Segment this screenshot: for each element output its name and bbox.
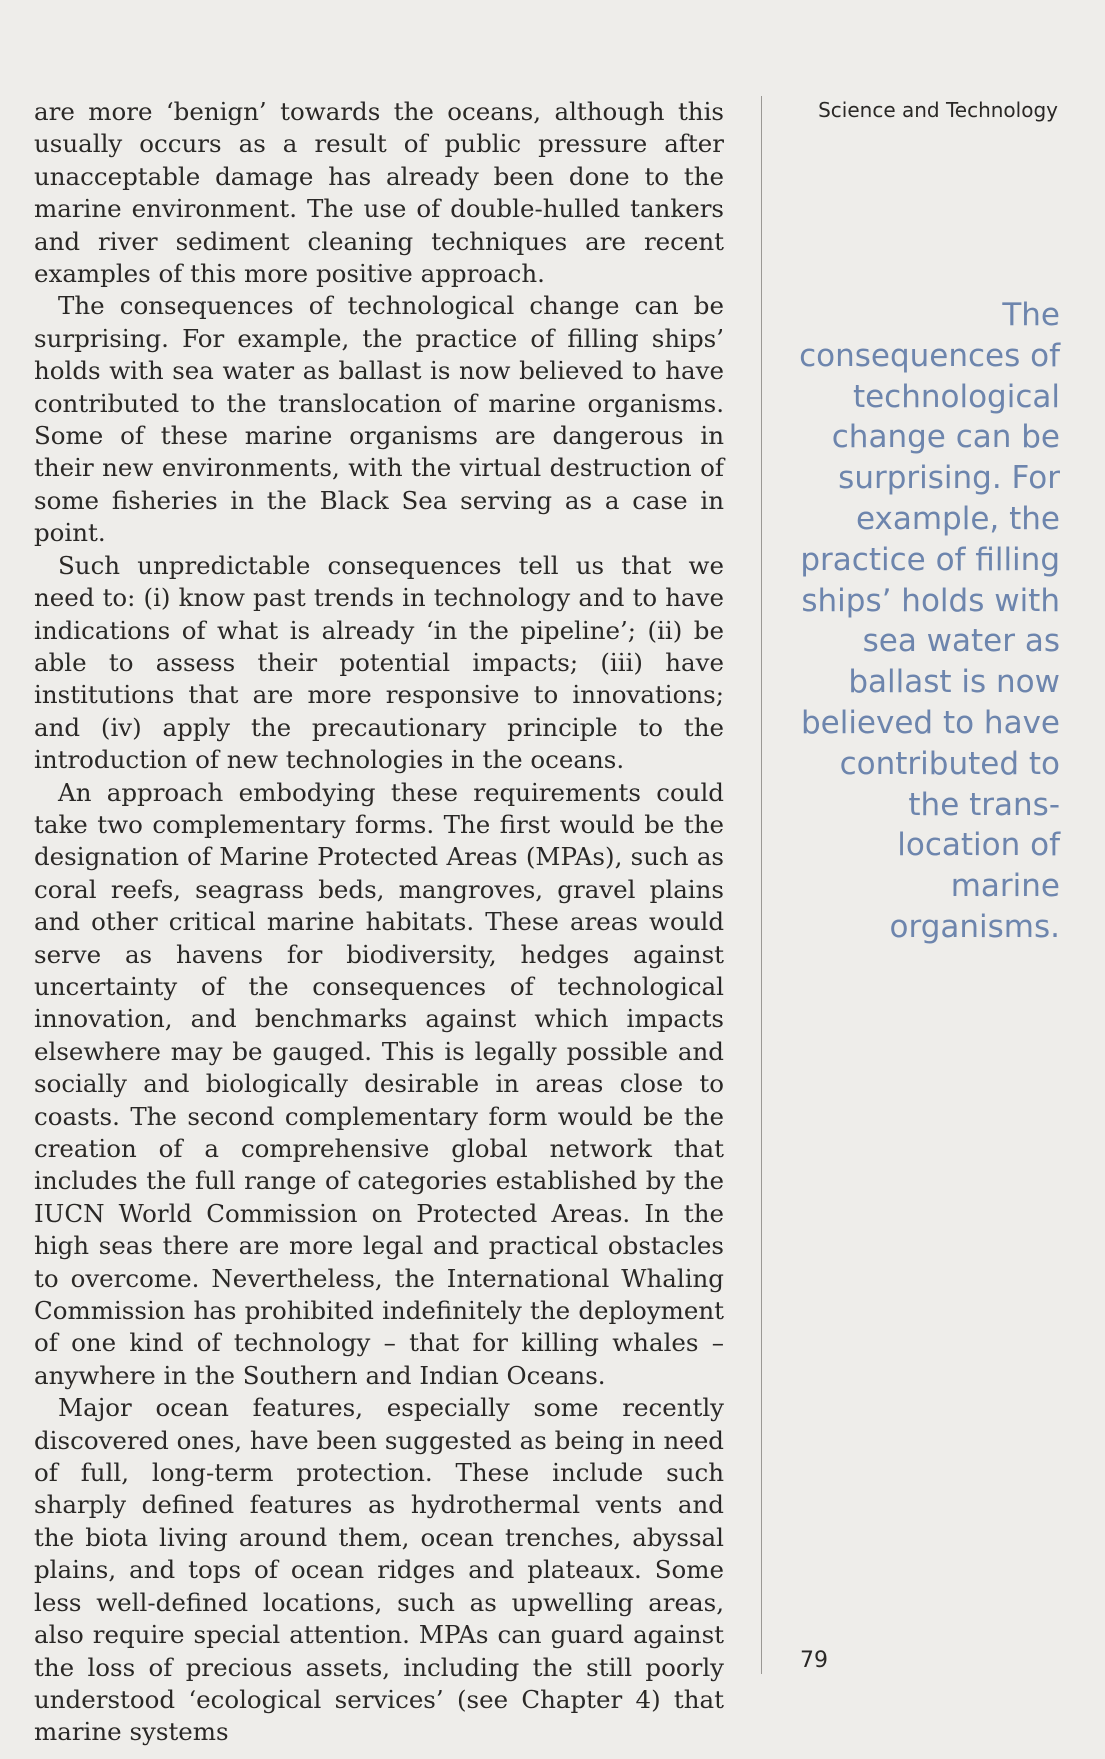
paragraph-5: Major ocean features, especially some recently discovered ones, have been suggested as being in need of full, long-term protection. These include such sharply defined features as hydrothermal vents and the biota living around them, ocean trenches, abyssal plains, and tops of ocean ridges and plateaux. Some less well-defined locations, such as upwelling areas, also require special attention. MPAs can guard against the loss of precious assets, including the still poorly understood ‘ecological services’ (see Chapter 4) that marine systems bbox=[34, 1393, 724, 1747]
paragraph-2: The consequences of technological change can be surprising. For example, the practice of filling ships’ holds with sea water as ballast is now believed to have contributed to the translocation of marine organisms. Some of these marine organisms are dangerous in their new environments, with the virtual destruction of some fisheries in the Black Sea serving as a case in point. bbox=[34, 291, 724, 548]
page-number: 79 bbox=[800, 1648, 828, 1673]
column-divider bbox=[761, 96, 762, 1674]
body-text-column bbox=[34, 96, 724, 1749]
running-head: Science and Technology bbox=[818, 98, 1058, 122]
paragraph-1: are more ‘benign’ towards the oceans, although this usually occurs as a result of public pressure after unacceptable damage has already been done to the marine environment. The use of double-hulled tankers and river sediment cleaning techniques are recent examples of this more positive approach. bbox=[34, 97, 724, 289]
pull-quote: The consequences of technological change can be surprising. For example, the practice of filling ships’ holds with sea water as ballast is now believed to have contributed to the trans-location of marine organisms. bbox=[799, 297, 1060, 945]
paragraph-4: An approach embodying these requirements could take two complementary forms. The first would be the designation of Marine Protected Areas (MPAs), such as coral reefs, seagrass beds, mangroves, gravel plains and other critical marine habitats. These areas would serve as havens for biodiversity, hedges against uncertainty of the consequences of technological innovation, and benchmarks against which impacts elsewhere may be gauged. This is legally possible and socially and biologically desirable in areas close to coasts. The second complementary form would be the creation of a comprehensive global network that includes the full range of categories established by the IUCN World Commission on Protected Areas. In the high seas there are more legal and practical obstacles to overcome. Nevertheless, the International Whaling Commission has prohibited indefinitely the deployment of one kind of technology – that for killing whales – anywhere in the Southern and Indian Oceans. bbox=[34, 777, 724, 1390]
paragraph-3: Such unpredictable consequences tell us that we need to: (i) know past trends in technology and to have indications of what is already ‘in the pipeline’; (ii) be able to assess their potential impacts; (iii) have institutions that are more responsive to innovations; and (iv) apply the precautionary principle to the introduction of new technologies in the oceans. bbox=[34, 550, 724, 775]
